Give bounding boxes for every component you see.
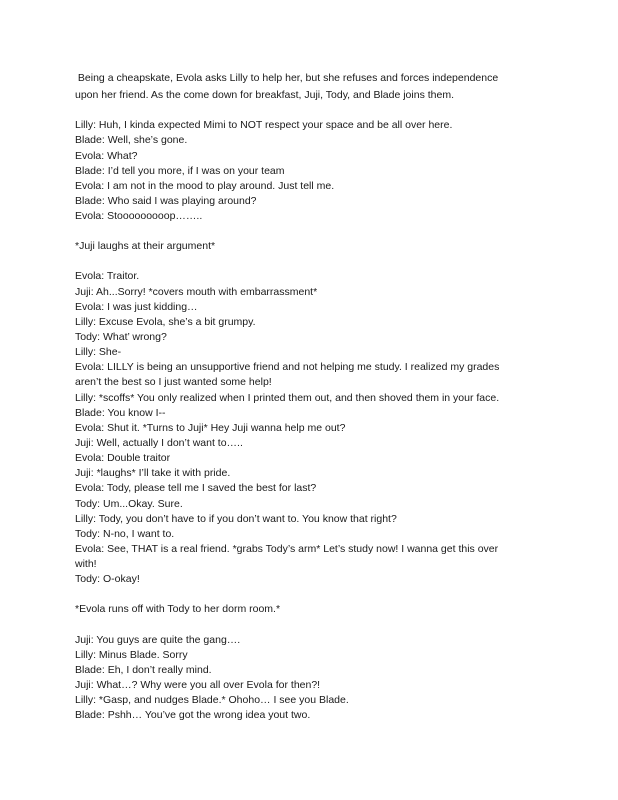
dialogue-line: Lilly: *Gasp, and nudges Blade.* Ohoho… I see you Blade. [75, 694, 349, 706]
dialogue-line: Juji: You guys are quite the gang…. [75, 634, 241, 646]
dialogue-line: Tody: What’ wrong? [75, 331, 167, 343]
dialogue-line: Blade: Pshh… You’ve got the wrong idea yout two. [75, 709, 311, 721]
dialogue-line: Evola: Shut it. *Turns to Juji* Hey Juji wanna help me out? [75, 422, 346, 434]
dialogue-line: Lilly: Tody, you don’t have to if you don’t want to. You know that right? [75, 513, 397, 525]
dialogue-line: Blade: Well, she’s gone. [75, 134, 188, 146]
dialogue-line: Evola: Traitor. [75, 270, 140, 282]
dialogue-line: Tody: Um...Okay. Sure. [75, 498, 183, 510]
dialogue-line: Juji: Ah...Sorry! *covers mouth with embarrassment* [75, 286, 318, 298]
dialogue-line: Lilly: Huh, I kinda expected Mimi to NOT respect your space and be all over here. [75, 119, 453, 131]
dialogue-line: Juji: *laughs* I’ll take it with pride. [75, 467, 231, 479]
dialogue-line: Evola: See, THAT is a real friend. *grabs Tody’s arm* Let’s study now! I wanna get this over [75, 543, 499, 555]
dialogue-line: Juji: Well, actually I don’t want to….. [75, 437, 243, 449]
dialogue-line: Tody: N-no, I want to. [75, 528, 175, 540]
dialogue-line: Evola: LILLY is being an unsupportive friend and not helping me study. I realized my grades [75, 361, 500, 373]
dialogue-line: with! [75, 558, 97, 570]
dialogue-line: Evola: What? [75, 150, 138, 162]
dialogue-line: Lilly: *scoffs* You only realized when I printed them out, and then shoved them in your face. [75, 392, 500, 404]
dialogue-line: Blade: I’d tell you more, if I was on your team [75, 165, 285, 177]
dialogue-line: Lilly: She- [75, 346, 122, 358]
narration-line: upon her friend. As the come down for breakfast, Juji, Tody, and Blade joins them. [75, 89, 454, 101]
dialogue-line: Evola: Double traitor [75, 452, 171, 464]
dialogue-line: Evola: I was just kidding… [75, 301, 198, 313]
dialogue-line: Blade: Eh, I don’t really mind. [75, 664, 212, 676]
dialogue-line: Lilly: Excuse Evola, she’s a bit grumpy. [75, 316, 256, 328]
narration-line: Being a cheapskate, Evola asks Lilly to help her, but she refuses and forces independence [75, 72, 499, 84]
dialogue-line: Lilly: Minus Blade. Sorry [75, 649, 188, 661]
dialogue-line: Blade: You know I-- [75, 407, 166, 419]
dialogue-line: Juji: What…? Why were you all over Evola for then?! [75, 679, 321, 691]
dialogue-line: Evola: Stooooooooop…….. [75, 210, 203, 222]
stage-direction: *Evola runs off with Tody to her dorm room.* [75, 603, 281, 615]
dialogue-line: Blade: Who said I was playing around? [75, 195, 257, 207]
dialogue-line: aren’t the best so I just wanted some help! [75, 376, 272, 388]
dialogue-line: Evola: Tody, please tell me I saved the best for last? [75, 482, 317, 494]
dialogue-line: Tody: O-okay! [75, 573, 140, 585]
dialogue-line: Evola: I am not in the mood to play around. Just tell me. [75, 180, 335, 192]
stage-direction: *Juji laughs at their argument* [75, 240, 216, 252]
